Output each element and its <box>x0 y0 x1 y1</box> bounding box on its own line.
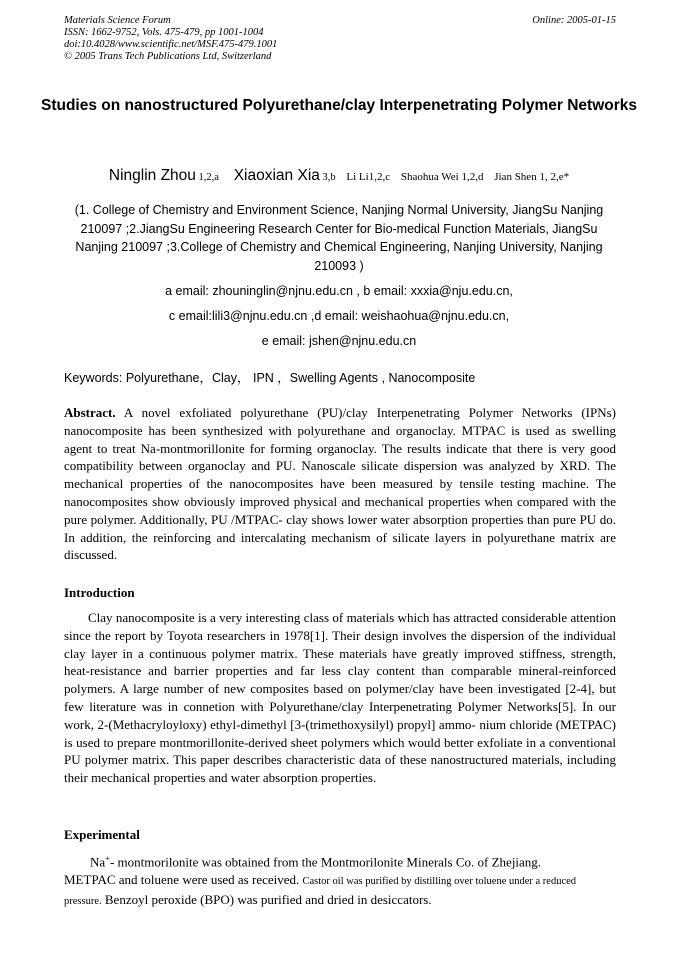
introduction-heading: Introduction <box>64 585 135 600</box>
author-name: Xiaoxian Xia <box>233 167 320 184</box>
author-affiliation-mark: 1,2,a <box>195 172 219 183</box>
author-affiliation-mark: 1, 2,e* <box>536 171 570 183</box>
bpo-text: Benzoyl peroxide (BPO) was purified and dried in desiccators. <box>101 891 432 907</box>
author-name: Shaohua Wei <box>400 171 459 183</box>
author-name: Ninglin Zhou <box>108 167 196 184</box>
sodium-charge: + <box>105 853 110 863</box>
doi-line: doi:10.4028/www.scientific.net/MSF.475-479.1001 <box>64 39 278 50</box>
email-line: c email:lili3@njnu.edu.cn ,d email: weishaohua@njnu.edu.cn, <box>168 309 510 323</box>
abstract <box>64 404 616 564</box>
castor-oil-note: Castor oil was purified by distilling over toluene under a reduced pressure. <box>64 876 577 907</box>
paper-title: Studies on nanostructured Polyurethane/clay Interpenetrating Polymer Networks <box>40 97 638 114</box>
journal-header <box>64 15 616 63</box>
abstract-text: A novel exfoliated polyurethane (PU)/clay Interpenetrating Polymer Networks (IPNs) nanocomposite has been synthesized with polyurethane and organoclay. MTPAC is used as swelling agent to treat Na-montmorillonite for forming organoclay. The results indicate that there is very good compatibility between organoclay and PU. Nanoscale silicate dispersion was analyzed by XRD. The mechanical properties of the nanocomposites have been measured by tensile testing machine. The nanocomposites show obviously improved physical and mechanical properties when compared with the pure polymer. Additionally, PU /MTPAC- clay shows lower water absorption properties than pure PU do. In addition, the reinforcing and intercalating mechanism of silicate layers in polyurethane matrix are discussed. <box>64 405 616 563</box>
author-name: Jian Shen <box>494 171 537 183</box>
sodium-symbol: Na <box>90 854 106 870</box>
experimental-heading: Experimental <box>64 827 140 842</box>
author-affiliation-mark: 3,b <box>319 172 336 183</box>
online-date: Online: 2005-01-15 <box>532 15 616 26</box>
affiliations: (1. College of Chemistry and Environment Science, Nanjing Normal University, JiangSu Nanjing 210097 ;2.JiangSu Engineering Research Center for Bio-medical Function Materials, JiangSu Nanjing 210097 ;3.College of Chemistry and Chemical Engineering, Nanjing University, Nanjing 210093 ) <box>74 203 604 273</box>
reagents-text: METPAC and toluene were used as received. <box>64 872 303 888</box>
author-affiliation-mark: 1,2,c <box>368 171 391 183</box>
experimental-text <box>64 850 616 911</box>
author-name: Li Li <box>346 171 369 183</box>
issn-line: ISSN: 1662-9752, Vols. 475-479, pp 1001-1004 <box>64 27 264 38</box>
author-affiliation-mark: 1,2,d <box>458 171 484 183</box>
author-emails <box>62 279 616 354</box>
email-line: e email: jshen@njnu.edu.cn <box>261 334 417 348</box>
copyright-line: © 2005 Trans Tech Publications Ltd, Switzerland <box>64 51 272 62</box>
keywords: Keywords: Polyurethane，Clay， IPN ，Swelling Agents , Nanocomposite <box>64 371 476 385</box>
email-line: a email: zhouninglin@njnu.edu.cn , b email: xxxia@nju.edu.cn, <box>165 284 513 298</box>
introduction-text: Clay nanocomposite is a very interesting class of materials which has attracted considerable attention since the report by Toyota researchers in 1978[1]. Their design involves the dispersion of the individual clay layer in a continuous polymer matrix. These materials have greatly improved stiffness, strength, heat-resistance and barrier properties and far less clay content than comparable mineral-reinforced polymers. A large number of new composites based on polymer/clay have been investigated [2-4], but few literature was in connetion with Polyurethane/clay Interpenetrating Polymer Networks[5]. In our work, 2-(Methacryloyloxy) ethyl-dimethyl [3-(trimethoxysilyl) propyl] ammo- nium chloride (METPAC) is used to prepare montmorillonite-derived sheet polymers which would better exfoliate in a conventional PU polymer matrix. This paper describes characteristic data of these nanostructured materials, including their mechanical properties and water absorption properties. <box>64 610 616 786</box>
author-list <box>40 167 638 185</box>
montmorilonite-source: - montmorilonite was obtained from the Montmorilonite Minerals Co. of Zhejiang. <box>109 854 542 870</box>
journal-name: Materials Science Forum <box>64 15 171 26</box>
abstract-label: Abstract. <box>64 405 116 420</box>
experimental-line-1 <box>64 850 616 871</box>
